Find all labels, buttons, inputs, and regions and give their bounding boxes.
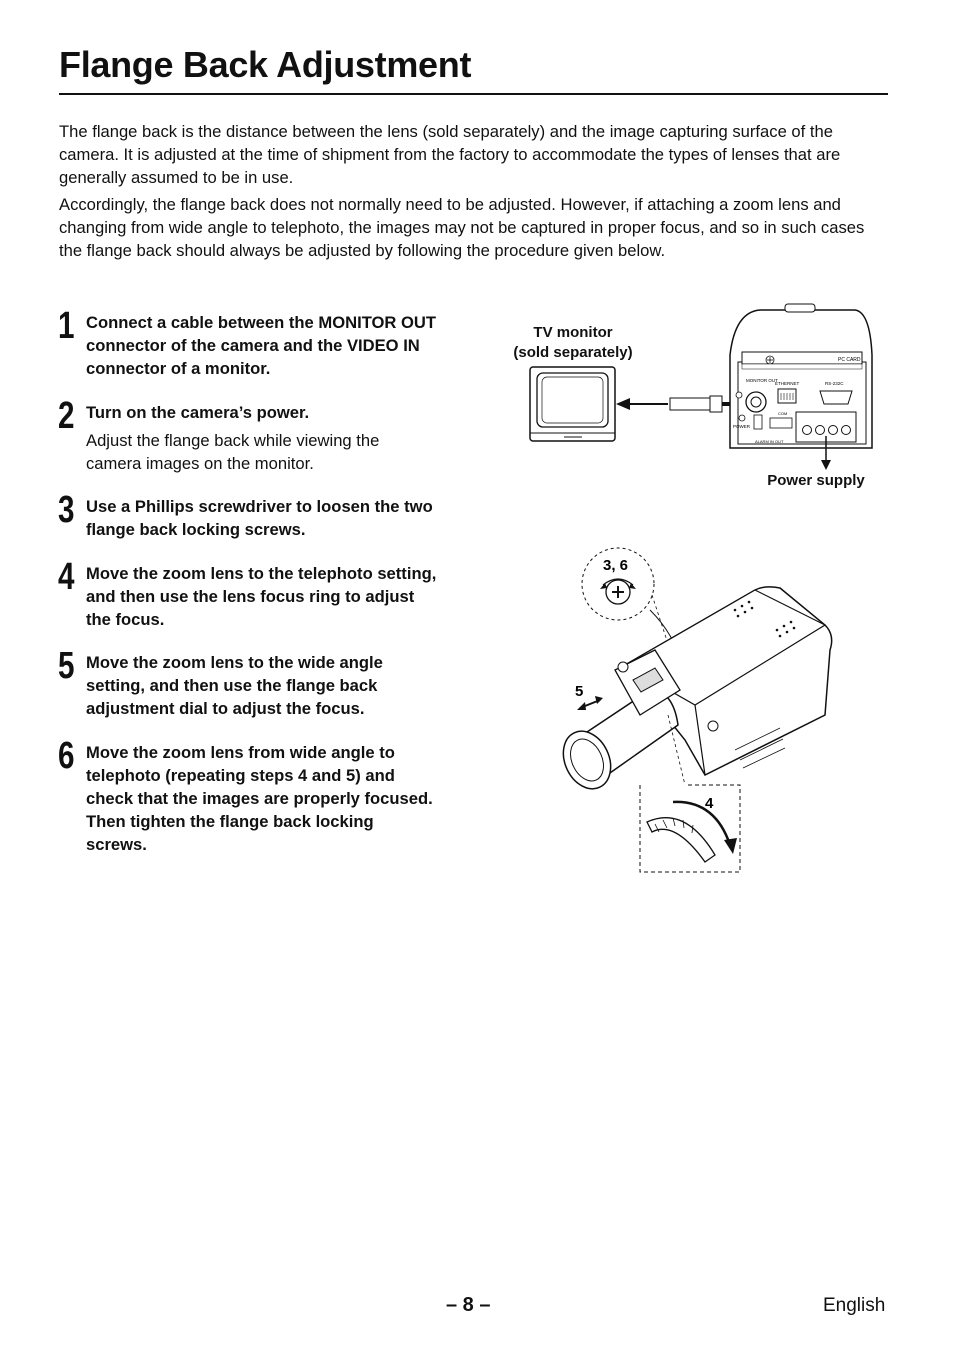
com-text: COM	[778, 411, 788, 416]
page-number: – 8 –	[446, 1294, 491, 1316]
page-title: Flange Back Adjustment	[59, 44, 472, 85]
step-3	[58, 489, 438, 541]
ethernet-text: ETHERNET	[775, 381, 800, 386]
step-text: Move the zoom lens to the telephoto setting, and then use the lens focus ring to adjust the focus.	[86, 564, 437, 629]
step-text: Move the zoom lens to the wide angle setting, and then use the flange back adjustment dial to adjust the focus.	[86, 653, 383, 718]
step-6	[58, 735, 438, 856]
step-number: 5	[58, 645, 75, 687]
flange-back-diagram	[555, 540, 845, 880]
step-subtext: Adjust the flange back while viewing the camera images on the monitor.	[86, 431, 380, 473]
step-number: 2	[58, 395, 75, 437]
footer-language: English	[823, 1295, 886, 1316]
step-2	[58, 395, 438, 475]
power-text: POWER	[733, 424, 751, 429]
callout-3-6: 3, 6	[603, 557, 629, 574]
callout-4: 4	[705, 795, 714, 812]
step-1	[58, 305, 438, 380]
camera-rear-icon	[730, 304, 872, 448]
rs232c-text: RS-232C	[825, 381, 844, 386]
intro-paragraph-1: The flange back is the distance between the lens (sold separately) and the image capturing surface of the camera. It is adjusted at the time of shipment from the factory to accommodate the types of lenses that are generally assumed to be in use.	[59, 122, 841, 187]
alarm-text: ALARM IN OUT	[755, 439, 784, 444]
step-5	[58, 645, 438, 720]
connection-diagram	[520, 300, 890, 475]
step-text: Connect a cable between the MONITOR OUT connector of the camera and the VIDEO IN connector of a monitor.	[86, 313, 437, 378]
callout-5: 5	[575, 683, 584, 700]
step-number: 3	[58, 489, 75, 531]
intro-text	[59, 120, 889, 266]
monitor-out-text: MONITOR OUT	[746, 378, 778, 383]
tv-monitor-label: TV monitor (sold separately)	[513, 324, 633, 361]
step-text: Move the zoom lens from wide angle to telephoto (repeating steps 4 and 5) and check that the images are properly focused. Then tighten the flange back locking screws.	[86, 743, 433, 854]
pc-card-text: PC CARD	[838, 357, 861, 363]
step-number: 1	[58, 305, 75, 347]
step-text: Turn on the camera’s power.	[86, 403, 310, 422]
intro-paragraph-2: Accordingly, the flange back does not normally need to be adjusted. However, if attaching a zoom lens and changing from wide angle to telephoto, the images may not be captured in proper focus, and so in such cases the flange back should always be adjusted by following the procedure given below.	[59, 195, 865, 260]
tv-monitor-icon	[530, 367, 615, 441]
power-supply-label: Power supply	[767, 472, 865, 489]
step-number: 4	[58, 556, 75, 598]
step-number: 6	[58, 735, 75, 777]
zoom-lens-icon	[555, 650, 680, 796]
step-text: Use a Phillips screwdriver to loosen the two flange back locking screws.	[86, 497, 433, 539]
title-rule	[59, 93, 888, 95]
step-4	[58, 556, 438, 631]
